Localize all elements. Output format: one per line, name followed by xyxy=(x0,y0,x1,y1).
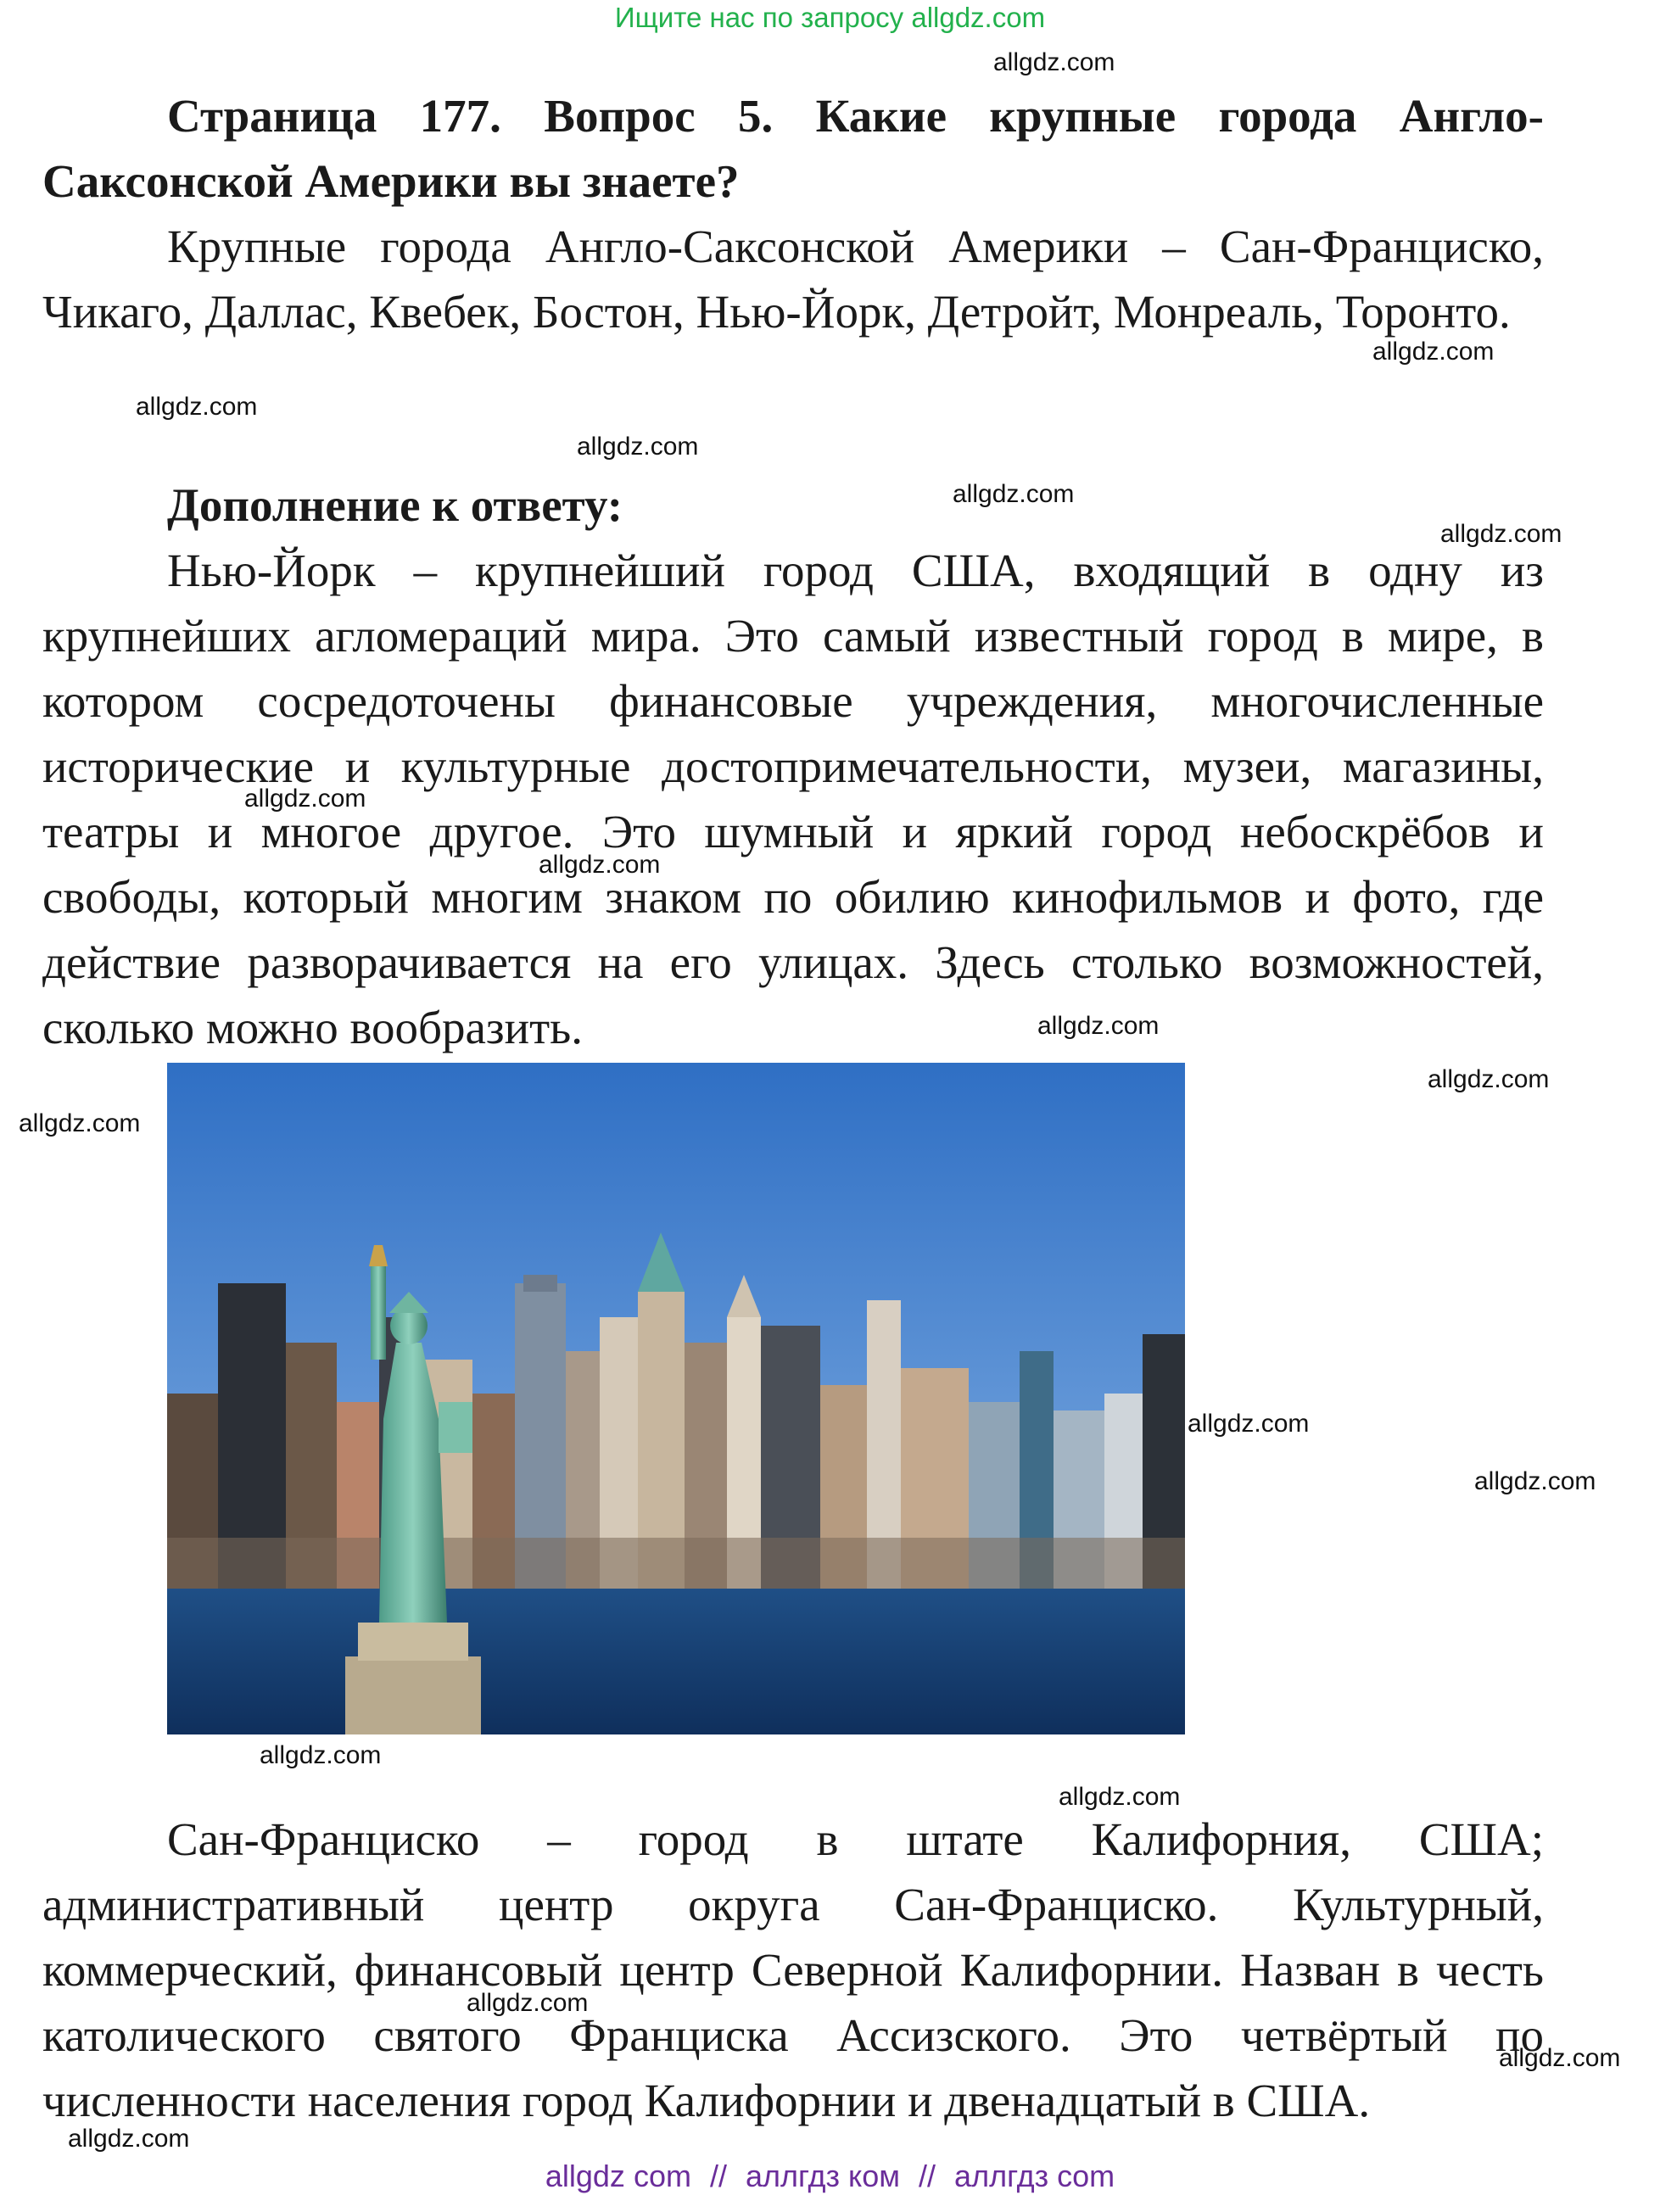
skyline-illustration xyxy=(167,1063,1185,1734)
watermark: allgdz.com xyxy=(539,851,661,879)
answer-paragraph: Крупные города Англо-Саксонской Америки – Сан-Франциско, Чикаго, Даллас, Квебек, Бостон, Нью-Йорк, Детройт, Монреаль, Торонто. xyxy=(42,221,1544,338)
addition-heading: Дополнение к ответу: xyxy=(167,479,623,531)
footer-separator: // xyxy=(919,2159,936,2193)
promo-banner[interactable]: Ищите нас по запросу allgdz.com xyxy=(614,2,1046,33)
watermark: allgdz.com xyxy=(577,433,699,461)
footer-link[interactable]: аллгдз ком xyxy=(746,2159,900,2193)
footer-separator: // xyxy=(709,2159,727,2193)
footer-link[interactable]: аллгдз com xyxy=(954,2159,1115,2193)
watermark: allgdz.com xyxy=(1428,1065,1550,1093)
question-heading xyxy=(42,83,1544,148)
water xyxy=(167,1589,1185,1734)
watermark: allgdz.com xyxy=(136,393,258,421)
new-york-photo xyxy=(167,1063,1185,1734)
watermark: allgdz.com xyxy=(1188,1410,1310,1438)
question-block xyxy=(42,83,1544,344)
question-text-line2: Саксонской Америки вы знаете? xyxy=(42,155,740,207)
question-label: Страница 177. Вопрос 5. xyxy=(167,90,774,142)
watermark: allgdz.com xyxy=(467,1989,589,2017)
watermark: allgdz.com xyxy=(244,785,366,813)
watermark: allgdz.com xyxy=(68,2125,190,2153)
addition-block xyxy=(42,472,1544,1060)
footer-links xyxy=(0,2159,1660,2194)
footer-link[interactable]: allgdz com xyxy=(545,2159,691,2193)
watermark: allgdz.com xyxy=(1037,1012,1160,1040)
watermark: allgdz.com xyxy=(1059,1783,1181,1811)
san-francisco-block xyxy=(42,1807,1544,2133)
watermark: allgdz.com xyxy=(1474,1467,1596,1495)
watermark: allgdz.com xyxy=(953,480,1075,508)
watermark: allgdz.com xyxy=(19,1109,141,1137)
watermark: allgdz.com xyxy=(1372,338,1495,366)
watermark: allgdz.com xyxy=(1499,2044,1621,2072)
san-francisco-paragraph: Сан-Франциско – город в штате Калифорния, США; административный центр округа Сан-Франциско. Культурный, коммерческий, финансовый центр Северной Калифорнии. Назван в честь католического святого Франциска Ассизского. Это четвёртый по численности населения город Калифорнии и двенадцатый в США. xyxy=(42,1813,1544,2126)
new-york-paragraph: Нью-Йорк – крупнейший город США, входящий в одну из крупнейших агломераций мира. Это самый известный город в мире, в котором сосредоточены финансовые учреждения, многочисленные исторические и культурные достопримечательности, музеи, магазины, театры и многое другое. Это шумный и яркий город небоскрёбов и свободы, который многим знаком по обилию кинофильмов и фото, где действие разворачивается на его улицах. Здесь столько возможностей, сколько можно вообразить. xyxy=(42,545,1544,1053)
question-text-line1: Какие крупные города Англо- xyxy=(815,90,1544,142)
watermark: allgdz.com xyxy=(260,1741,382,1769)
watermark: allgdz.com xyxy=(993,48,1115,76)
watermark: allgdz.com xyxy=(1440,520,1562,548)
